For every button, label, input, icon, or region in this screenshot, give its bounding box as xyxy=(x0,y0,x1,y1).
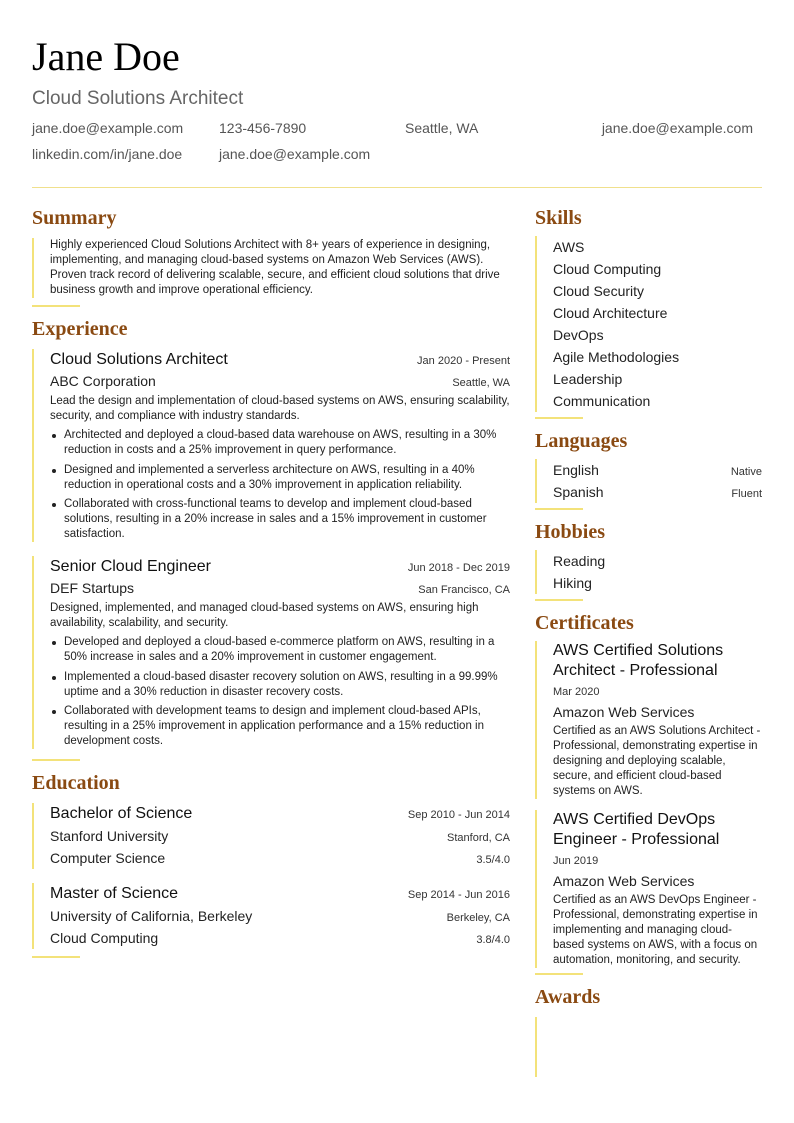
list-item: Cloud Computing xyxy=(553,261,662,277)
list-item: Collaborated with cross-functional teams to develop and implement cloud-based solutions, resulting in a 20% increase in sales and a 15% improvement in customer satisfaction. xyxy=(50,497,510,542)
list-item: Implemented a cloud-based disaster recovery solution on AWS, resulting in a 99.99% uptime and a 30% reduction in disaster recovery costs. xyxy=(50,670,510,700)
certificates-heading: Certificates xyxy=(535,612,634,634)
cert-date: Mar 2020 xyxy=(553,686,600,698)
list-item: Agile Methodologies xyxy=(553,349,680,365)
section-divider xyxy=(535,599,583,601)
contact-row xyxy=(32,120,762,146)
contact-location: Seattle, WA xyxy=(405,120,479,136)
cert-issuer: Amazon Web Services xyxy=(553,704,695,720)
contact-info xyxy=(32,120,762,172)
job-company: DEF Startups xyxy=(50,580,135,596)
list-item xyxy=(553,459,762,481)
candidate-name: Jane Doe xyxy=(32,34,180,79)
contact-row xyxy=(32,146,762,172)
edu-field: Cloud Computing xyxy=(50,930,159,946)
edu-degree: Master of Science xyxy=(50,885,179,902)
section-divider xyxy=(535,973,583,975)
job-entry xyxy=(32,349,510,542)
languages-list xyxy=(535,459,762,503)
job-company: ABC Corporation xyxy=(50,373,156,389)
awards-section xyxy=(535,1017,762,1077)
resume-header xyxy=(32,36,762,172)
edu-field: Computer Science xyxy=(50,850,166,866)
job-description: Designed, implemented, and managed cloud-based systems on AWS, ensuring high availability, scalability, and security. xyxy=(50,602,479,629)
job-title: Cloud Solutions Architect xyxy=(50,351,228,368)
cert-date: Jun 2019 xyxy=(553,855,599,867)
language-level: Fluent xyxy=(731,488,762,500)
hobbies-list xyxy=(535,550,762,594)
awards-heading: Awards xyxy=(535,986,601,1008)
list-item: Leadership xyxy=(553,371,623,387)
list-item: Architected and deployed a cloud-based data warehouse on AWS, resulting in a 30% reduction in costs and a 25% improvement in query performance. xyxy=(50,428,510,458)
certificate-entry xyxy=(535,641,762,799)
list-item: Collaborated with development teams to design and implement cloud-based APIs, resulting in a 25% improvement in application performance and a 15% reduction in development costs. xyxy=(50,704,510,749)
section-divider xyxy=(32,956,80,958)
contact-phone[interactable]: 123-456-7890 xyxy=(219,120,307,136)
language-name: English xyxy=(553,462,599,478)
side-column xyxy=(535,206,762,1077)
edu-school: University of California, Berkeley xyxy=(50,908,253,924)
edu-gpa: 3.5/4.0 xyxy=(476,854,510,866)
education-heading: Education xyxy=(32,772,120,794)
job-bullets xyxy=(50,428,510,542)
job-title: Senior Cloud Engineer xyxy=(50,558,211,575)
list-item: Developed and deployed a cloud-based e-commerce platform on AWS, resulting in a 50% increase in sales and a 20% improvement in customer engagement. xyxy=(50,635,510,665)
edu-school: Stanford University xyxy=(50,828,169,844)
skills-list xyxy=(535,236,762,412)
list-item: Reading xyxy=(553,553,606,569)
languages-heading: Languages xyxy=(535,430,628,452)
contact-linkedin[interactable]: linkedin.com/in/jane.doe xyxy=(32,146,183,162)
main-column xyxy=(32,206,510,958)
header-divider xyxy=(32,187,762,188)
edu-dates: Sep 2010 - Jun 2014 xyxy=(407,809,510,821)
summary-section xyxy=(32,238,510,298)
experience-heading: Experience xyxy=(32,318,128,340)
certificate-entry xyxy=(535,810,762,968)
education-entry xyxy=(32,883,510,949)
edu-gpa: 3.8/4.0 xyxy=(476,934,510,946)
language-level: Native xyxy=(730,466,762,478)
cert-title: AWS Certified Solutions Architect - Professional xyxy=(553,642,724,679)
job-dates: Jun 2018 - Dec 2019 xyxy=(407,562,510,574)
summary-text: Highly experienced Cloud Solutions Architect with 8+ years of experience in designing, implementing, and managing cloud-based systems on Amazon Web Services (AWS). Proven track record of delivering scalable, secure, and efficient cloud solutions that drive business growth and improve operational efficiency. xyxy=(50,239,500,296)
edu-location: Berkeley, CA xyxy=(446,912,510,924)
job-location: Seattle, WA xyxy=(452,377,510,389)
contact-email-secondary[interactable]: jane.doe@example.com xyxy=(601,120,753,136)
job-dates: Jan 2020 - Present xyxy=(417,355,510,367)
cert-title: AWS Certified DevOps Engineer - Professional xyxy=(553,811,720,848)
education-entry xyxy=(32,803,510,869)
contact-email[interactable]: jane.doe@example.com xyxy=(32,120,184,136)
cert-description: Certified as an AWS DevOps Engineer - Professional, demonstrating expertise in implementing and managing cloud-based systems on AWS, with a focus on automation, monitoring, and security. xyxy=(553,894,758,966)
contact-email-tertiary[interactable]: jane.doe@example.com xyxy=(219,146,371,162)
list-item: Cloud Security xyxy=(553,283,645,299)
job-bullets xyxy=(50,635,510,749)
list-item: Hiking xyxy=(553,575,592,591)
candidate-role: Cloud Solutions Architect xyxy=(32,88,244,109)
edu-dates: Sep 2014 - Jun 2016 xyxy=(407,889,510,901)
section-divider xyxy=(32,759,80,761)
list-item: Cloud Architecture xyxy=(553,305,668,321)
cert-description: Certified as an AWS Solutions Architect - Professional, demonstrating expertise in designing and deploying scalable, secure, and efficient cloud-based systems on AWS. xyxy=(553,725,761,797)
hobbies-heading: Hobbies xyxy=(535,521,606,543)
cert-issuer: Amazon Web Services xyxy=(553,873,695,889)
section-divider xyxy=(32,305,80,307)
list-item: Communication xyxy=(553,393,651,409)
job-location: San Francisco, CA xyxy=(418,584,510,596)
list-item: Designed and implemented a serverless architecture on AWS, resulting in a 40% reduction in operational costs and a 30% improvement in application reliability. xyxy=(50,463,510,493)
edu-degree: Bachelor of Science xyxy=(50,805,193,822)
edu-location: Stanford, CA xyxy=(447,832,510,844)
language-name: Spanish xyxy=(553,484,604,500)
skills-heading: Skills xyxy=(535,207,582,229)
job-entry xyxy=(32,556,510,749)
section-divider xyxy=(535,508,583,510)
summary-heading: Summary xyxy=(32,207,117,229)
list-item: AWS xyxy=(553,239,585,255)
section-divider xyxy=(535,417,583,419)
list-item: DevOps xyxy=(553,327,604,343)
job-description: Lead the design and implementation of cloud-based systems on AWS, ensuring scalability, security, and compliance with industry standards. xyxy=(50,395,510,422)
list-item xyxy=(553,481,762,503)
